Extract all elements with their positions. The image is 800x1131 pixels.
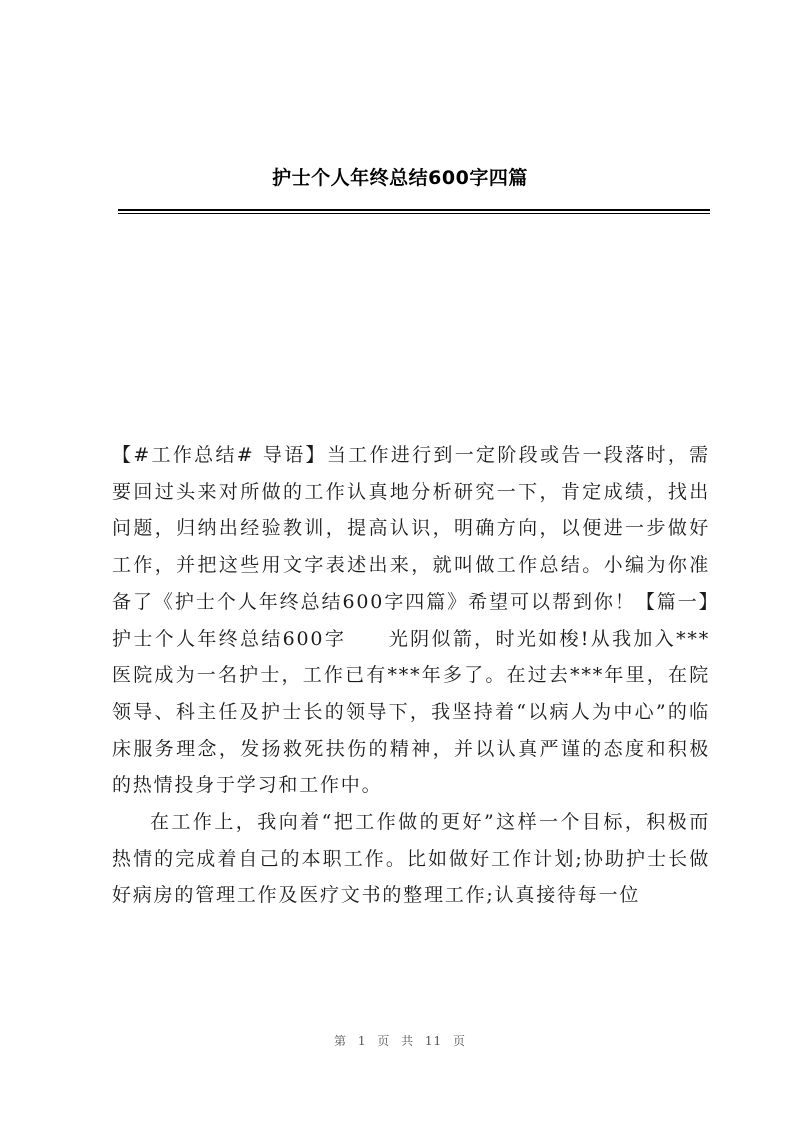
title-underline-thick	[118, 209, 710, 211]
paragraph-work: 在工作上，我向着“把工作做的更好”这样一个目标，积极而热情的完成着自己的本职工作。比如做好工作计划;协助护士长做好病房的管理工作及医疗文书的整理工作;认真接待每一位	[112, 811, 710, 907]
paragraph-intro: 【#工作总结# 导语】当工作进行到一定阶段或告一段落时，需要回过头来对所做的工作认真地分析研究一下，肯定成绩，找出问题，归纳出经验教训，提高认识，明确方向，以便进一步做好工作，并把这些用文字表述出来，就叫做工作总结。小编为你准备了《护士个人年终总结600字四篇》希望可以帮到你！【篇一】护士个人年终总结600字 光阴似箭，时光如梭!从我加入***医院成为一名护士，工作已有***年多了。在过去***年里，在院领导、科主任及护士长的领导下，我坚持着“以病人为中心”的临床服务理念，发扬救死扶伤的精神，并以认真严谨的态度和积极的热情投身于学习和工作中。	[112, 444, 710, 797]
document-title: 护士个人年终总结600字四篇	[272, 167, 528, 189]
document-body	[112, 437, 710, 914]
title-underline-thin	[118, 213, 710, 214]
page-footer: 第 1 页 共 11 页	[334, 1034, 466, 1048]
